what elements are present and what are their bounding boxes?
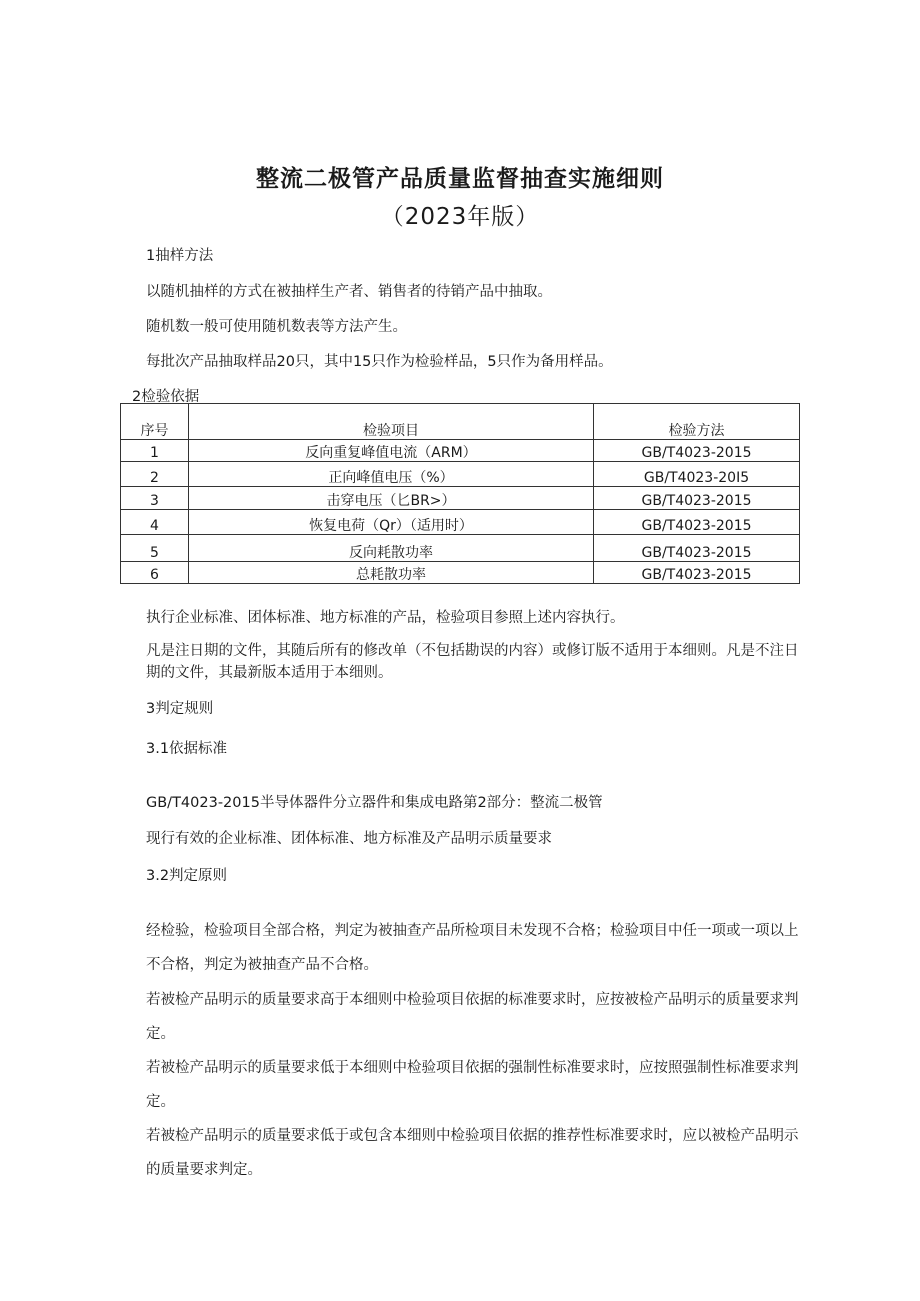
row-method: GB/T4023-2015 [594, 487, 800, 510]
row-item: 正向峰值电压（%） [189, 462, 594, 487]
row-method: GB/T4023-2015 [594, 510, 800, 535]
document-title: 整流二极管产品质量监督抽查实施细则 [256, 166, 664, 192]
standard-1: GB/T4023-2015半导体器件分立器件和集成电路第2部分：整流二极管 [146, 795, 603, 811]
section1-para2: 随机数一般可使用随机数表等方法产生。 [146, 319, 407, 335]
section1-para3: 每批次产品抽取样品20只，其中15只作为检验样品，5只作为备用样品。 [146, 354, 613, 370]
row-no: 3 [121, 487, 189, 510]
table-row [121, 535, 800, 562]
row-method: GB/T4023-20I5 [594, 462, 800, 487]
table-header-row [121, 404, 800, 440]
row-no: 5 [121, 535, 189, 562]
table-row [121, 440, 800, 462]
section3-1-heading: 3.1依据标准 [146, 741, 228, 757]
header-no: 序号 [121, 404, 189, 440]
section1-para1: 以随机抽样的方式在被抽样生产者、销售者的待销产品中抽取。 [146, 284, 552, 300]
row-item: 恢复电荷（Qr）（适用时） [189, 510, 594, 535]
section2-heading: 2检验依据 [132, 389, 200, 405]
section1-heading: 1抽样方法 [146, 248, 214, 264]
row-no: 6 [121, 562, 189, 584]
header-item: 检验项目 [189, 404, 594, 440]
row-method: GB/T4023-2015 [594, 440, 800, 462]
document-subtitle: （2023年版） [380, 204, 540, 230]
section2-note2: 凡是注日期的文件，其随后所有的修改单（不包括勘误的内容）或修订版不适用于本细则。凡是不注日期的文件，其最新版本适用于本细则。 [146, 643, 799, 681]
standard-2: 现行有效的企业标准、团体标准、地方标准及产品明示质量要求 [146, 831, 552, 847]
section2-note1: 执行企业标准、团体标准、地方标准的产品，检验项目参照上述内容执行。 [146, 610, 625, 626]
section3-heading: 3判定规则 [146, 701, 214, 717]
row-no: 1 [121, 440, 189, 462]
row-method: GB/T4023-2015 [594, 562, 800, 584]
row-item: 击穿电压（匕BR>） [189, 487, 594, 510]
table-row [121, 462, 800, 487]
rule-4: 若被检产品明示的质量要求低于或包含本细则中检验项目依据的推荐性标准要求时，应以被检产品明示的质量要求判定。 [146, 1128, 799, 1178]
rule-3: 若被检产品明示的质量要求低于本细则中检验项目依据的强制性标准要求时，应按照强制性标准要求判定。 [146, 1060, 799, 1110]
inspection-table [120, 403, 800, 584]
row-no: 2 [121, 462, 189, 487]
row-item: 反向重复峰值电流（ARM） [189, 440, 594, 462]
header-method: 检验方法 [594, 404, 800, 440]
rule-1: 经检验，检验项目全部合格，判定为被抽查产品所检项目未发现不合格；检验项目中任一项或一项以上不合格，判定为被抽查产品不合格。 [146, 923, 799, 973]
table-row [121, 562, 800, 584]
row-no: 4 [121, 510, 189, 535]
table-row [121, 487, 800, 510]
section3-2-heading: 3.2判定原则 [146, 868, 228, 884]
row-item: 反向耗散功率 [189, 535, 594, 562]
table-row [121, 510, 800, 535]
row-item: 总耗散功率 [189, 562, 594, 584]
row-method: GB/T4023-2015 [594, 535, 800, 562]
rule-2: 若被检产品明示的质量要求高于本细则中检验项目依据的标准要求时，应按被检产品明示的质量要求判定。 [146, 992, 799, 1042]
